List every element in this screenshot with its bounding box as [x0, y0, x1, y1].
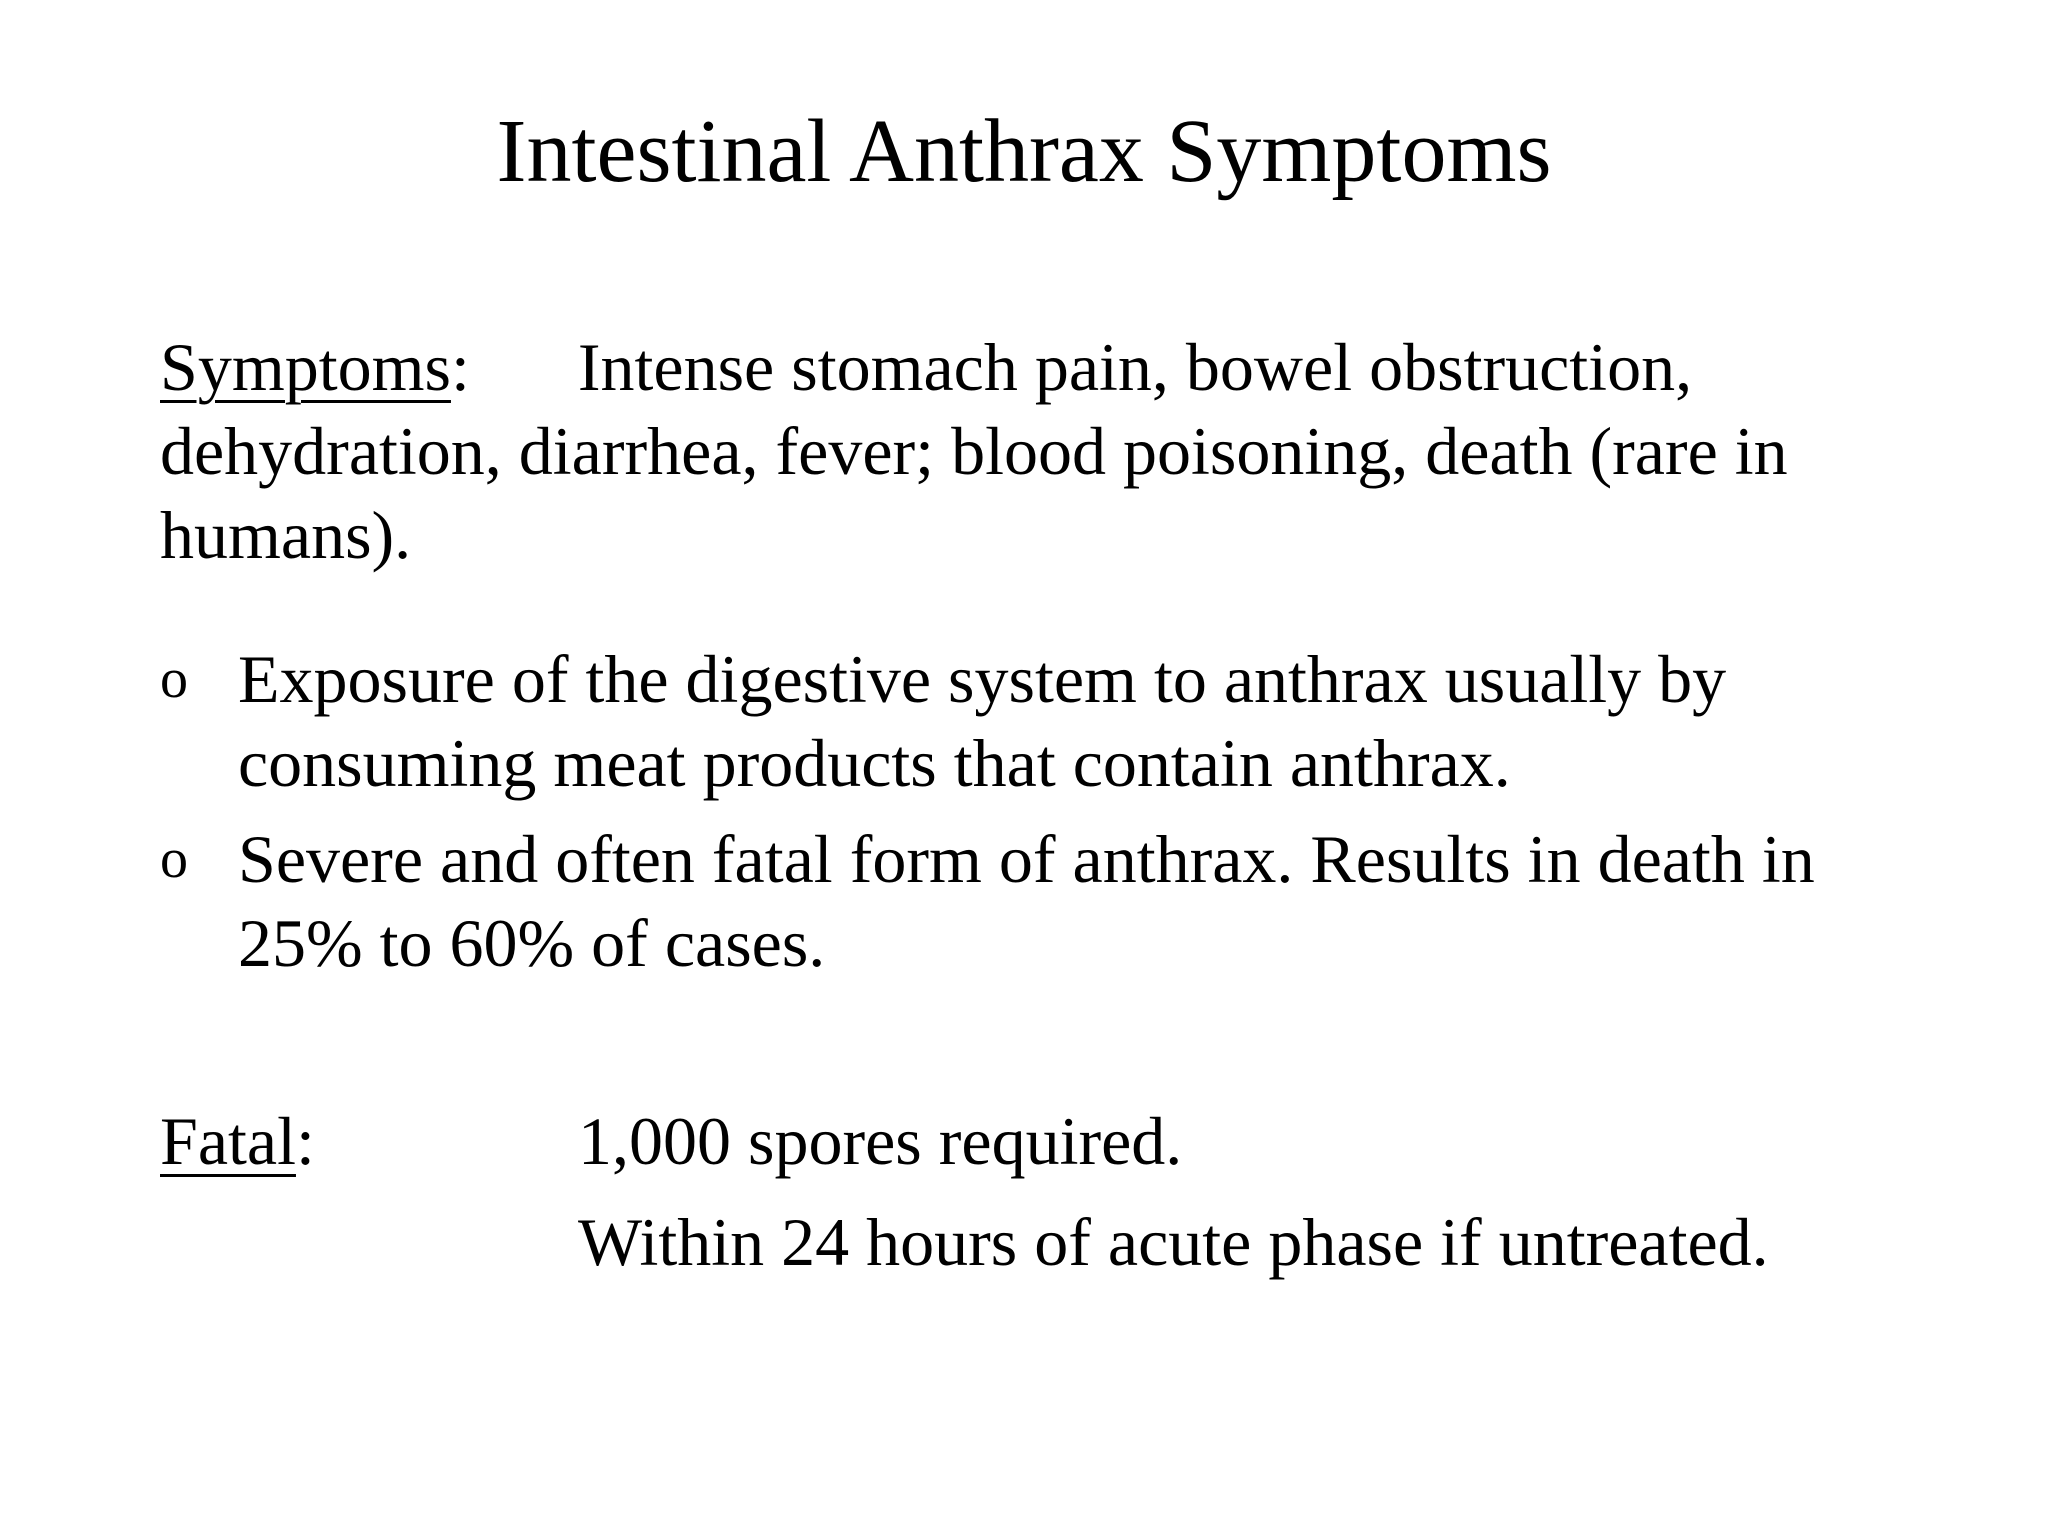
bullet-list: [160, 637, 1920, 997]
fatal-label: Fatal: [160, 1103, 296, 1179]
slide-title: Intestinal Anthrax Symptoms: [496, 102, 1552, 201]
fatal-line: 1,000 spores required.: [578, 1103, 1183, 1179]
fatal-label-group: [160, 1099, 315, 1183]
bullet-item: [160, 817, 1920, 985]
symptoms-text: Intense stomach pain, bowel obstruction, dehydration, diarrhea, fever; blood poisoning, death (rare in humans).: [160, 329, 1788, 573]
fatal-line: Within 24 hours of acute phase if untreated.: [578, 1204, 1769, 1280]
bullet-text: Exposure of the digestive system to anthrax usually by consuming meat products that contain anthrax.: [238, 641, 1727, 801]
bullet-marker: o: [160, 828, 188, 890]
bullet-text: Severe and often fatal form of anthrax. Results in death in 25% to 60% of cases.: [238, 821, 1815, 981]
symptoms-colon: :: [450, 329, 470, 405]
bullet-item: [160, 637, 1920, 805]
symptoms-paragraph: [160, 325, 1920, 577]
fatal-colon: :: [295, 1103, 315, 1179]
symptoms-label: Symptoms: [160, 329, 451, 405]
bullet-marker: o: [160, 648, 188, 710]
